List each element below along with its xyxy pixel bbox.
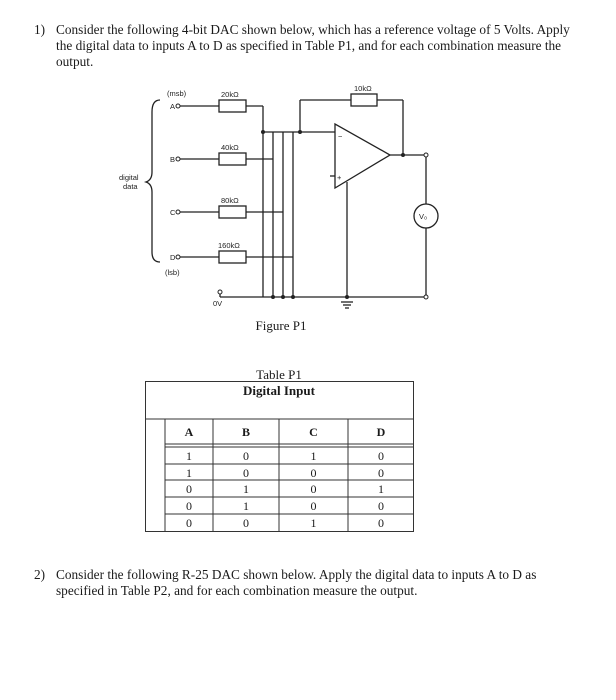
input-c-label: C [170, 208, 176, 217]
op-amp-triangle [335, 124, 390, 188]
resistor-160k [219, 251, 246, 263]
table-cell: 0 [310, 466, 317, 480]
input-d-label: D [170, 253, 176, 262]
resistor-160k-label: 160kΩ [218, 241, 240, 250]
digital-data-label-2: data [123, 182, 138, 191]
table-cell: 0 [310, 499, 317, 513]
noninverting-input-sign: + [337, 173, 342, 182]
lsb-label: (lsb) [165, 268, 180, 277]
table-cell: 0 [243, 449, 249, 463]
table-cell: 0 [378, 466, 384, 480]
feedback-resistor-label: 10kΩ [354, 84, 372, 93]
resistor-20k [219, 100, 246, 112]
digital-data-brace [146, 100, 160, 262]
table-cell: 0 [378, 516, 384, 530]
table-caption: Table P1 [256, 367, 302, 382]
inverting-input-sign: − [338, 132, 343, 141]
table-cell: 0 [310, 482, 317, 496]
table-cell: 1 [186, 466, 192, 480]
figure-caption: Figure P1 [255, 318, 307, 333]
table-cell: 1 [310, 516, 317, 530]
question-text: Consider the following R-25 DAC shown below. Apply the digital data to inputs A to D as specified in Table P2, and for each combination measure the output. [56, 567, 537, 598]
table-cell: 0 [243, 466, 249, 480]
table-cell: 1 [186, 449, 192, 463]
msb-label: (msb) [167, 89, 187, 98]
ground-0v-label: 0V [213, 299, 223, 308]
header-c: C [309, 425, 318, 439]
table-cell: 1 [378, 482, 384, 496]
question-number: 2) [34, 567, 46, 582]
input-a-label: A [170, 102, 176, 111]
table-cell: 1 [310, 449, 317, 463]
table-cell: 0 [186, 499, 192, 513]
table-title: Digital Input [243, 383, 315, 398]
resistor-20k-label: 20kΩ [221, 90, 239, 99]
header-a: A [184, 425, 194, 439]
table-cell: 0 [378, 449, 384, 463]
header-d: D [376, 425, 386, 439]
table-cell: 0 [378, 499, 384, 513]
table-cell: 1 [243, 499, 249, 513]
feedback-resistor [351, 94, 377, 106]
question-text: Consider the following 4-bit DAC shown below, which has a reference voltage of 5 Volts. Apply the digital data to inputs A to D as specified in Table P1, and for each combination measure the output. [56, 22, 570, 69]
resistor-40k-label: 40kΩ [221, 143, 239, 152]
input-b-label: B [170, 155, 176, 164]
voltmeter-label: V₀ [419, 212, 428, 221]
dac-circuit-diagram [0, 0, 616, 320]
header-b: B [241, 425, 250, 439]
resistor-40k [219, 153, 246, 165]
table-cell: 1 [243, 482, 249, 496]
resistor-80k [219, 206, 246, 218]
digital-data-label-1: digital [119, 173, 139, 182]
table-cell: 0 [186, 482, 192, 496]
truth-table [145, 381, 415, 533]
table-cell: 0 [186, 516, 192, 530]
question-number: 1) [34, 22, 46, 37]
resistor-80k-label: 80kΩ [221, 196, 239, 205]
table-cell: 0 [243, 516, 249, 530]
